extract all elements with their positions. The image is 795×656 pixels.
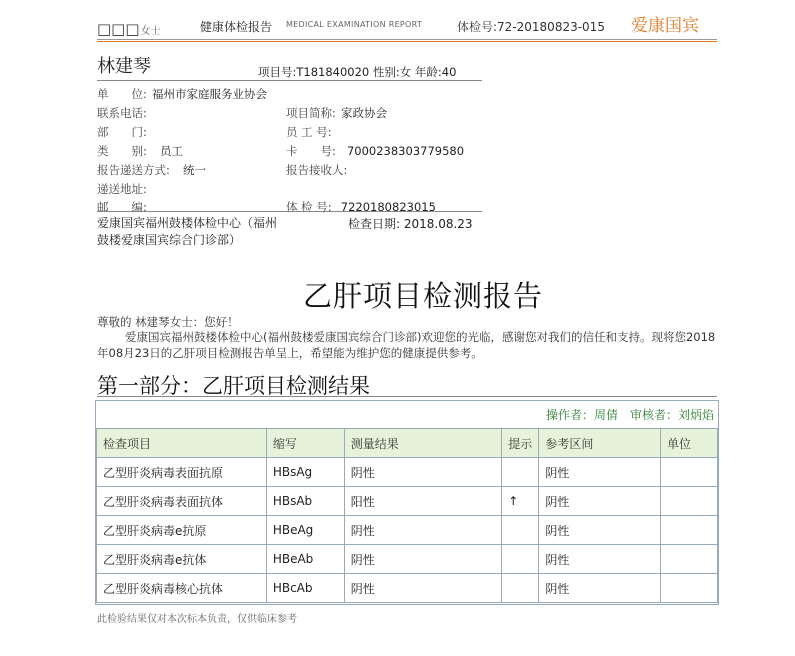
cell-item: 乙型肝炎病毒表面抗体 — [97, 487, 267, 516]
column-header: 检查项目 — [97, 429, 267, 458]
cell-reference: 阴性 — [539, 516, 661, 545]
cell-result: 阴性 — [344, 545, 502, 574]
patient-name: 林建琴 — [97, 56, 151, 77]
phone-label: 联系电话: — [97, 106, 147, 120]
employee-no-field — [286, 121, 332, 140]
cell-unit — [661, 487, 718, 516]
column-header: 缩写 — [266, 429, 344, 458]
report-title: 乙肝项目检测报告 — [303, 279, 544, 313]
cell-abbr: HBeAg — [266, 516, 344, 545]
unit-field — [97, 83, 267, 102]
exam-no-field — [286, 196, 436, 215]
document-title-en: MEDICAL EXAMINATION REPORT — [286, 20, 423, 29]
phone-field — [97, 102, 147, 121]
category-label: 类 别: — [97, 144, 147, 158]
table-row — [97, 516, 718, 545]
card-value: 7000238303779580 — [346, 144, 465, 158]
table-row — [97, 574, 718, 603]
cell-reference: 阴性 — [539, 545, 661, 574]
cell-abbr: HBeAb — [266, 545, 344, 574]
cell-result: 阴性 — [344, 516, 502, 545]
column-header: 参考区间 — [539, 429, 661, 458]
section-divider — [97, 396, 717, 397]
cell-unit — [661, 458, 718, 487]
delivery-label: 报告递送方式: — [97, 163, 170, 177]
category-value: 员工 — [159, 144, 183, 158]
address-field — [97, 178, 147, 197]
cell-result: 阴性 — [344, 458, 502, 487]
cell-item: 乙型肝炎病毒e抗体 — [97, 545, 267, 574]
project-abbr-label: 项目简称: — [286, 106, 336, 120]
check-date: 检查日期: 2018.08.23 — [348, 217, 473, 231]
column-header: 测量结果 — [344, 429, 502, 458]
project-abbr-value: 家政协会 — [340, 106, 387, 120]
address-label: 递送地址: — [97, 182, 147, 196]
receiver-field — [286, 159, 347, 178]
cell-hint — [502, 574, 539, 603]
receiver-label: 报告接收人: — [286, 163, 348, 177]
column-header: 单位 — [661, 429, 718, 458]
cell-unit — [661, 545, 718, 574]
cell-abbr: HBsAg — [266, 458, 344, 487]
cell-hint — [502, 516, 539, 545]
operators-line: 操作者：周倩 审核者：刘炳焰 — [545, 408, 714, 422]
cell-reference: 阴性 — [539, 574, 661, 603]
results-panel — [95, 400, 719, 605]
category-field — [97, 140, 183, 159]
cell-reference: 阴性 — [539, 458, 661, 487]
center-divider — [97, 211, 482, 212]
greeting: 尊敬的 林建琴女士：您好！ — [97, 315, 239, 329]
header-exam-number: 体检号:72-20180823-015 — [457, 20, 605, 34]
header-divider — [97, 39, 717, 40]
table-row — [97, 458, 718, 487]
document-title: 健康体检报告 — [200, 20, 273, 34]
cell-abbr: HBcAb — [266, 574, 344, 603]
brand-logo: 爱康国宾 — [631, 16, 699, 36]
results-table — [96, 428, 718, 603]
cell-abbr: HBsAb — [266, 487, 344, 516]
delivery-field — [97, 159, 206, 178]
column-header: 提示 — [502, 429, 539, 458]
dept-label: 部 门: — [97, 125, 147, 139]
zip-field — [97, 196, 147, 215]
gender-suffix: 女士 — [140, 26, 161, 37]
cell-hint — [502, 458, 539, 487]
patient-name-boxes: □□□女士 — [97, 20, 161, 38]
table-header-row — [97, 429, 718, 458]
card-field — [286, 140, 464, 159]
patient-summary: 项目号:T181840020 性别:女 年龄:40 — [258, 65, 457, 79]
cell-unit — [661, 574, 718, 603]
header-accent-divider — [97, 41, 717, 42]
unit-label: 单 位: — [97, 87, 147, 101]
zip-label: 邮 编: — [97, 200, 147, 214]
exam-center-name: 爱康国宾福州鼓楼体检中心（福州鼓楼爱康国宾综合门诊部） — [97, 216, 278, 247]
cell-item: 乙型肝炎病毒表面抗原 — [97, 458, 267, 487]
exam-no-value: 7220180823015 — [340, 200, 436, 214]
cell-unit — [661, 516, 718, 545]
cell-hint-up-arrow-icon: ↑ — [502, 487, 539, 516]
exam-no-label: 体 检 号: — [286, 200, 332, 214]
cell-result: 阴性 — [344, 574, 502, 603]
cell-item: 乙型肝炎病毒e抗原 — [97, 516, 267, 545]
cell-item: 乙型肝炎病毒核心抗体 — [97, 574, 267, 603]
footer-note: 此检验结果仅对本次标本负责，仅供临床参考 — [97, 614, 297, 625]
card-label: 卡 号: — [286, 144, 336, 158]
unit-value: 福州市家庭服务业协会 — [151, 87, 267, 101]
patient-divider — [97, 80, 482, 81]
cell-result: 阳性 — [344, 487, 502, 516]
employee-no-label: 员 工 号: — [286, 125, 332, 139]
section-title: 第一部分：乙肝项目检测结果 — [97, 374, 370, 398]
project-abbr-field — [286, 102, 387, 121]
cell-reference: 阴性 — [539, 487, 661, 516]
dept-field — [97, 121, 147, 140]
table-row — [97, 545, 718, 574]
intro-paragraph: 爱康国宾福州鼓楼体检中心(福州鼓楼爱康国宾综合门诊部)欢迎您的光临，感谢您对我们的信任和支持。现将您2018年08月23日的乙肝项目检测报告单呈上，希望能为维护您的健康提供参考。 — [97, 330, 716, 360]
table-row — [97, 487, 718, 516]
delivery-value: 统一 — [182, 163, 206, 177]
cell-hint — [502, 545, 539, 574]
